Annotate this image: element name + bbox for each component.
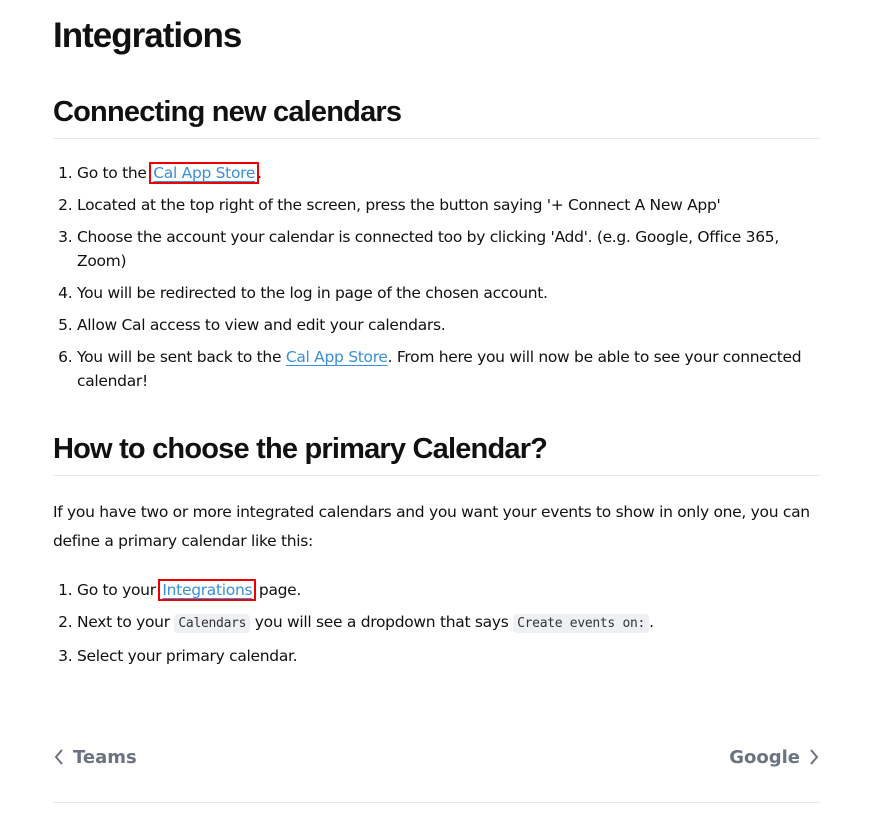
section-heading: How to choose the primary Calendar? — [53, 433, 820, 476]
text: Next to your — [77, 613, 175, 631]
list-item — [77, 345, 820, 393]
prev-page-link[interactable] — [53, 740, 137, 774]
text: You will be sent back to the — [77, 348, 286, 366]
next-page-link[interactable] — [729, 740, 820, 774]
list-item — [77, 161, 820, 185]
section-heading: Connecting new calendars — [53, 96, 820, 139]
page-title: Integrations — [53, 16, 242, 55]
text: . — [649, 613, 654, 631]
chevron-right-icon — [808, 748, 820, 766]
integrations-link[interactable]: Integrations — [162, 581, 253, 599]
list-item — [77, 578, 820, 602]
list-item: 3. Select your primary calendar. — [77, 644, 820, 668]
steps-list — [53, 578, 820, 668]
text: Go to your — [77, 581, 161, 599]
list-item — [77, 610, 820, 636]
text: page. — [254, 581, 302, 599]
list-item: 5. Allow Cal access to view and edit your calendars. — [77, 313, 820, 337]
next-label: Google — [729, 746, 800, 768]
list-item: 3. Choose the account your calendar is connected too by clicking 'Add'. (e.g. Google, Office 365, Zoom) — [77, 225, 820, 273]
code-create-events: Create events on: — [513, 614, 649, 633]
steps-list — [53, 161, 820, 393]
text: . From here you will now be able to see your connected calendar! — [77, 348, 802, 390]
text: . — [257, 164, 262, 182]
text: you will see a dropdown that says — [250, 613, 514, 631]
list-item: 2. Located at the top right of the screen, press the button saying '+ Connect A New App' — [77, 193, 820, 217]
cal-app-store-link[interactable]: Cal App Store — [153, 164, 256, 182]
cal-app-store-link[interactable]: Cal App Store — [285, 348, 388, 366]
chevron-left-icon — [53, 748, 65, 766]
intro-paragraph: If you have two or more integrated calendars and you want your events to show in only one, you can define a primary calendar like this: — [53, 503, 810, 550]
code-calendars: Calendars — [174, 614, 250, 633]
list-item: 4. You will be redirected to the log in page of the chosen account. — [77, 281, 820, 305]
text: Go to the — [77, 164, 152, 182]
prev-label: Teams — [73, 746, 137, 768]
page-navigation — [53, 740, 820, 803]
